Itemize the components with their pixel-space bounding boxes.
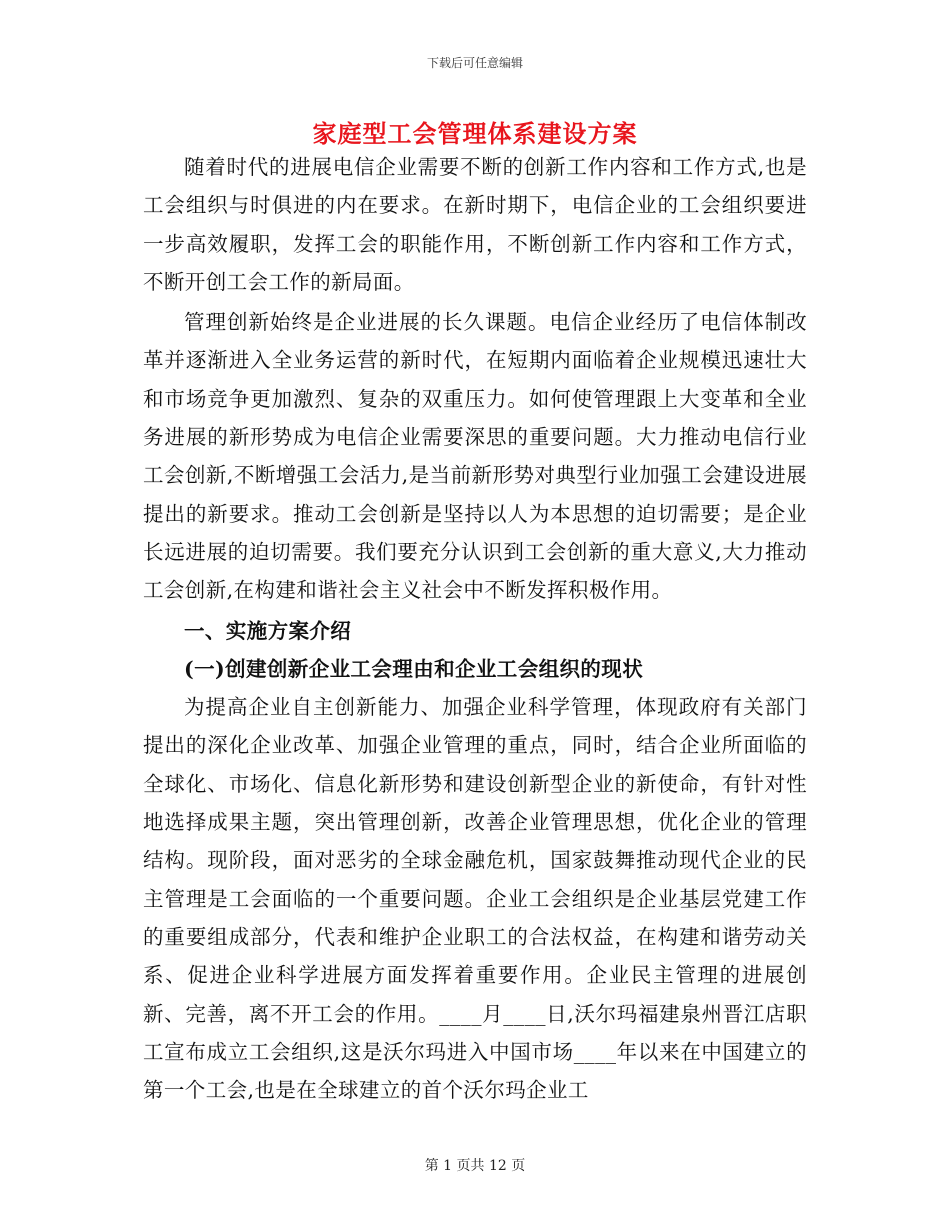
- page-footer: 第 1 页共 12 页: [424, 1158, 526, 1174]
- paragraph-2: 管理创新始终是企业进展的长久课题。电信企业经历了电信体制改革并逐渐进入全业务运营的新时代，在短期内面临着企业规模迅速壮大和市场竞争更加激烈、复杂的双重压力。如何使管理跟上大变革和全业务进展的新形势成为电信企业需要深思的重要问题。大力推动电信行业工会创新,不断增强工会活力,是当前新形势对典型行业加强工会建设进展提出的新要求。推动工会创新是坚持以人为本思想的迫切需要；是企业长远进展的迫切需要。我们要充分认识到工会创新的重大意义,大力推动工会创新,在构建和谐社会主义社会中不断发挥积极作用。: [143, 310, 807, 603]
- document-title: 家庭型工会管理体系建设方案: [312, 119, 638, 148]
- paragraph-1: 随着时代的进展电信企业需要不断的创新工作内容和工作方式,也是工会组织与时俱进的内在要求。在新时期下，电信企业的工会组织要进一步高效履职，发挥工会的职能作用，不断创新工作内容和工作方式，不断开创工会工作的新局面。: [143, 155, 807, 294]
- section-heading-2: (一)创建创新企业工会理由和企业工会组织的现状: [184, 656, 644, 681]
- section-heading-1: 一、实施方案介绍: [184, 618, 352, 643]
- document-body: [143, 148, 807, 1111]
- header-note: 下载后可任意编辑: [426, 56, 523, 70]
- paragraph-3: 为提高企业自主创新能力、加强企业科学管理，体现政府有关部门提出的深化企业改革、加强企业管理的重点，同时，结合企业所面临的全球化、市场化、信息化新形势和建设创新型企业的新使命，有针对性地选择成果主题，突出管理创新，改善企业管理思想，优化企业的管理结构。现阶段，面对恶劣的全球金融危机，国家鼓舞推动现代企业的民主管理是工会面临的一个重要问题。企业工会组织是企业基层党建工作的重要组成部分，代表和维护企业职工的合法权益，在构建和谐劳动关系、促进企业科学进展方面发挥着重要作用。企业民主管理的进展创新、完善，离不开工会的作用。____月____日,沃尔玛福建泉州晋江店职工宣布成立工会组织,这是沃尔玛进入中国市场____年以来在中国建立的第一个工会,也是在全球建立的首个沃尔玛企业工: [143, 695, 807, 1103]
